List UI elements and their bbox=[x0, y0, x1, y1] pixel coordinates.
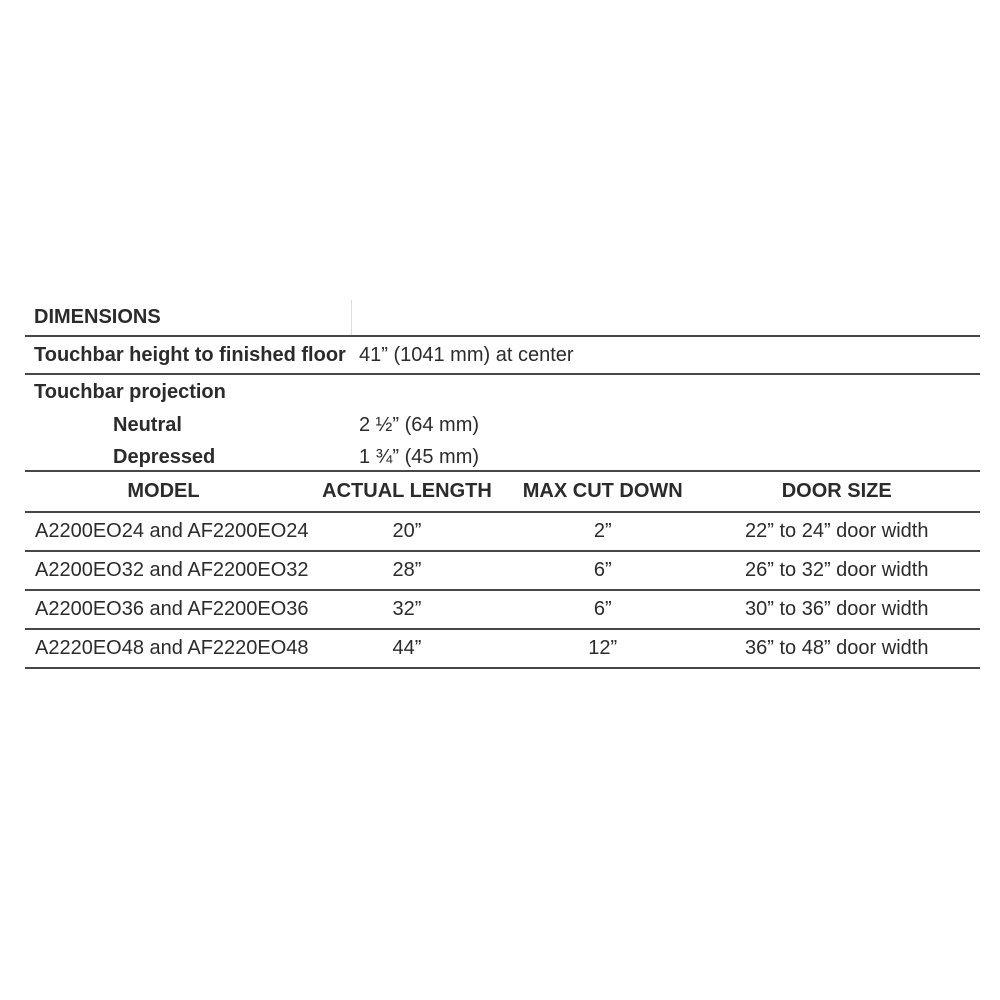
table-row bbox=[25, 629, 980, 668]
cell-door-size: 26” to 32” door width bbox=[693, 551, 980, 590]
spec-row-projection-header bbox=[25, 377, 980, 408]
spec-row-depressed bbox=[25, 443, 980, 472]
cell-max-cut-down: 2” bbox=[512, 512, 693, 551]
touchbar-projection-label: Touchbar projection bbox=[34, 381, 226, 403]
cell-model: A2200EO32 and AF2200EO32 bbox=[25, 551, 302, 590]
neutral-label: Neutral bbox=[113, 414, 182, 436]
cell-model: A2200EO24 and AF2200EO24 bbox=[25, 512, 302, 551]
spec-group-touchbar-projection bbox=[25, 375, 980, 472]
cell-door-size: 22” to 24” door width bbox=[693, 512, 980, 551]
cell-door-size: 36” to 48” door width bbox=[693, 629, 980, 668]
cell-door-size: 30” to 36” door width bbox=[693, 590, 980, 629]
dimensions-heading-spacer bbox=[352, 300, 980, 335]
spec-row-touchbar-height bbox=[25, 337, 980, 375]
cell-actual-length: 32” bbox=[302, 590, 512, 629]
cell-actual-length: 44” bbox=[302, 629, 512, 668]
cell-max-cut-down: 6” bbox=[512, 590, 693, 629]
cell-actual-length: 20” bbox=[302, 512, 512, 551]
table-row bbox=[25, 512, 980, 551]
cell-model: A2220EO48 and AF2220EO48 bbox=[25, 629, 302, 668]
cell-max-cut-down: 12” bbox=[512, 629, 693, 668]
dimensions-title: DIMENSIONS bbox=[34, 306, 161, 328]
touchbar-height-label: Touchbar height to finished floor bbox=[34, 343, 346, 366]
column-header-door-size: DOOR SIZE bbox=[693, 472, 980, 512]
models-table bbox=[25, 472, 980, 669]
depressed-label: Depressed bbox=[113, 446, 216, 468]
touchbar-height-value: 41” (1041 mm) at center bbox=[359, 343, 574, 366]
column-header-actual-length: ACTUAL LENGTH bbox=[302, 472, 512, 512]
column-header-model: MODEL bbox=[25, 472, 302, 512]
column-header-max-cut-down: MAX CUT DOWN bbox=[512, 472, 693, 512]
depressed-value: 1 ¾” (45 mm) bbox=[359, 446, 480, 468]
cell-model: A2200EO36 and AF2200EO36 bbox=[25, 590, 302, 629]
neutral-value: 2 ½” (64 mm) bbox=[359, 414, 480, 436]
dimensions-spec-table bbox=[25, 300, 980, 669]
spec-row-neutral bbox=[25, 408, 980, 443]
dimensions-heading-cell bbox=[25, 300, 352, 335]
table-row bbox=[25, 590, 980, 629]
dimensions-heading-row bbox=[25, 300, 980, 337]
cell-actual-length: 28” bbox=[302, 551, 512, 590]
table-row bbox=[25, 551, 980, 590]
cell-max-cut-down: 6” bbox=[512, 551, 693, 590]
models-header-row bbox=[25, 472, 980, 512]
